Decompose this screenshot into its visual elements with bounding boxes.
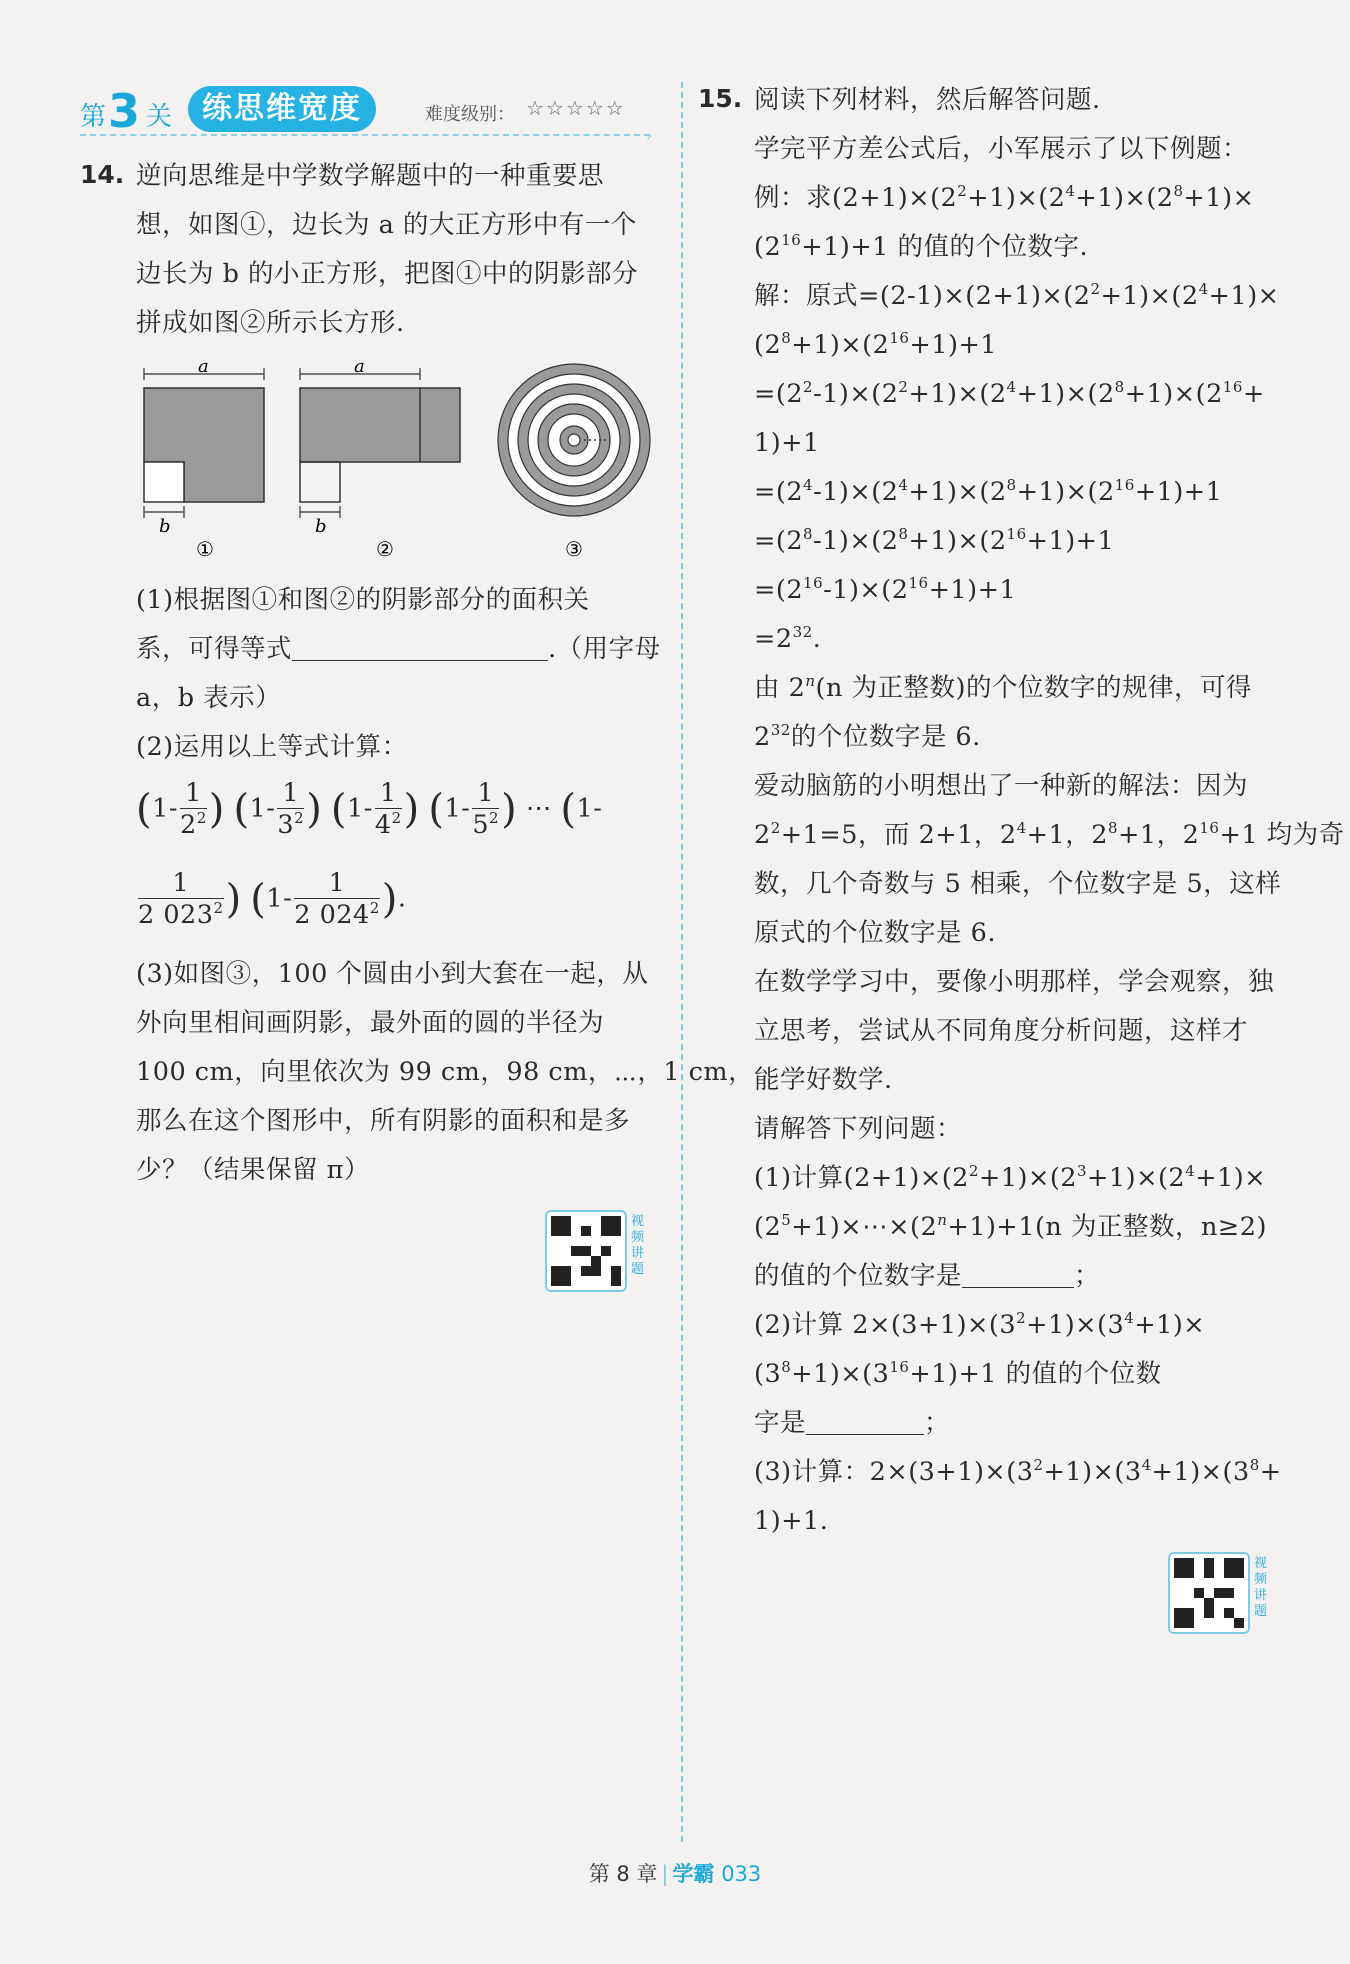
q15-rule-1: 由 2$^n$(n 为正整数)的个位数字的规律，可得: [754, 672, 1252, 703]
q14-answer-blank-1[interactable]: [292, 630, 548, 661]
frac-den: 4: [374, 810, 392, 840]
frac-den: 2 024: [294, 900, 370, 930]
q15-answer-blank-2[interactable]: [806, 1404, 924, 1435]
q15-example-2: $(2^{16}+1)+1$ 的值的个位数字.: [754, 231, 1089, 262]
q14-video-qr[interactable]: [545, 1210, 645, 1292]
q14-p1-text: 系，可得等式: [136, 634, 293, 664]
fig2-rectangle: [300, 388, 460, 462]
q15-part2-line1: (2)计算 $2\times(3+1)\times(3^2+1)\times(3^4+1)\times$: [754, 1309, 1206, 1340]
q15-solution-3: $=(2^2-1)\times(2^2+1)\times(2^4+1)\times(2^8+1)\times(2^{16}+$: [754, 378, 1265, 409]
q15-part3-line1: (3)计算：$2\times(3+1)\times(3^2+1)\times(3^4+1)\times(3^8+$: [754, 1456, 1282, 1487]
q15-part3-line2: 1)+1.: [754, 1506, 829, 1536]
footer-chapter: 第 8 章: [588, 1862, 658, 1886]
q15-part1-line2: $(2^5+1)\times\cdots\times(2^n+1)+1(n$ 为正整数，n≥2): [754, 1211, 1267, 1242]
frac-den: 5: [472, 810, 490, 840]
q14-p3-line: (3)如图③，100 个圆由小到大套在一起，从: [136, 959, 649, 989]
q14-p3-line: 100 cm，向里依次为 99 cm，98 cm，⋯，1 cm，: [136, 1057, 755, 1087]
frac-den: 3: [277, 810, 295, 840]
frac-num: 1: [472, 778, 499, 809]
frac-exp: 2: [213, 899, 224, 917]
qr-code-icon: [1168, 1552, 1250, 1634]
q14-intro: [136, 152, 638, 348]
q15-method-line: 数，几个奇数与 5 相乘，个位数字是 5，这样: [754, 869, 1282, 899]
q14-intro-line: 拼成如图②所示长方形.: [136, 308, 405, 338]
frac-exp: 2: [391, 809, 402, 827]
frac-num: 1: [138, 868, 224, 899]
expr-one-minus: 1-: [347, 793, 373, 824]
q14-p1-line3: a，b 表示）: [136, 683, 282, 713]
q15-video-qr[interactable]: [1168, 1552, 1268, 1634]
q14-p3-line: 外向里相间画阴影，最外面的圆的半径为: [136, 1008, 605, 1038]
frac-num: 1: [180, 778, 207, 809]
q14-part3: [136, 950, 754, 1195]
frac-num: 1: [277, 778, 304, 809]
expr-one-minus: 1-: [576, 793, 603, 824]
frac-exp: 2: [489, 809, 500, 827]
footer-separator: |: [661, 1862, 669, 1886]
q14-figures: [140, 360, 660, 570]
fig1-caption: ①: [196, 537, 214, 561]
expr-one-minus: 1-: [249, 793, 276, 824]
q15-part1-line3: 的值的个位数字是 ；: [754, 1252, 1345, 1301]
figure-2: [300, 360, 460, 561]
q15-solution-1: 解：原式$=(2-1)\times(2+1)\times(2^2+1)\times(2^4+1)\times$: [754, 280, 1280, 311]
frac-den: 2 023: [138, 900, 214, 930]
q15-solution-5: $=(2^4-1)\times(2^4+1)\times(2^8+1)\times(2^{16}+1)+1$: [754, 476, 1223, 507]
q15-method-line: 在数学学习中，要像小明那样，学会观察，独: [754, 967, 1275, 997]
q14-intro-line: 逆向思维是中学数学解题中的一种重要思: [136, 161, 605, 191]
fig2-caption: ②: [376, 537, 394, 561]
page-footer: [0, 1858, 1350, 1888]
qr-tag-text: 视频讲题: [1254, 1556, 1268, 1619]
fig2-outline-square: [300, 462, 340, 502]
q14-p3-line: 少？（结果保留 π）: [136, 1155, 370, 1185]
figure-1: [144, 360, 264, 561]
q15-example-1: 例：求$(2+1)\times(2^2+1)\times(2^4+1)\times(2^8+1)\times$: [754, 182, 1255, 213]
q14-intro-line: 边长为 b 的小正方形，把图①中的阴影部分: [136, 259, 639, 289]
header-suffix: 关: [146, 102, 173, 132]
q15-method-line: 立思考，尝试从不同角度分析问题，这样才: [754, 1016, 1249, 1046]
figure-3: [498, 364, 650, 561]
expr-one-minus: 1-: [266, 883, 293, 914]
q14-parts: [136, 576, 661, 772]
header-arrow-icon: ›: [646, 126, 653, 145]
fig1-label-b: b: [159, 516, 171, 537]
q15-method-line: 原式的个位数字是 6.: [754, 918, 996, 948]
q14-p3-line: 那么在这个图形中，所有阴影的面积和是多: [136, 1106, 631, 1136]
frac-exp: 2: [369, 899, 380, 917]
q15-method-line: 爱动脑筋的小明想出了一种新的解法：因为: [754, 771, 1249, 801]
header-prefix: 第: [80, 102, 107, 132]
q14-p1-note: .（用字母: [548, 634, 661, 664]
frac-num: 1: [294, 868, 380, 899]
q15-solution-8: $=2^{32}$.: [754, 623, 822, 654]
expr-ellipsis: ⋯: [525, 793, 552, 824]
q15-rule-2: $2^{32}$的个位数字是 6.: [754, 721, 981, 752]
qr-code-icon: [545, 1210, 627, 1292]
q14-expression-row2: $\frac{1}{2 023^2}$ ) (1- $\frac{1}{2 024^2}$ ).: [138, 868, 407, 930]
q15-solution-4: 1)+1: [754, 428, 820, 458]
frac-exp: 2: [196, 809, 207, 827]
q15-line: 学完平方差公式后，小军展示了以下例题：: [754, 134, 1249, 164]
q14-number: 14.: [80, 160, 125, 189]
footer-brand: 学霸: [672, 1862, 715, 1886]
fig2-label-a: a: [354, 360, 365, 377]
header-dashed-line: [80, 134, 650, 136]
q15-part2-line3: 字是 ；: [754, 1399, 1345, 1448]
q15-solution-6: $=(2^8-1)\times(2^8+1)\times(2^{16}+1)+1$: [754, 525, 1115, 556]
q15-part2-line2: $(3^8+1)\times(3^{16}+1)+1$ 的值的个位数: [754, 1358, 1162, 1389]
header-level: 3: [108, 84, 141, 138]
fig1-small-square: [144, 462, 184, 502]
fig3-caption: ③: [565, 537, 583, 561]
q15-answer-blank-1[interactable]: [962, 1257, 1074, 1288]
expr-end: .: [397, 883, 407, 914]
fig2-label-b: b: [315, 516, 327, 537]
q15-body: [754, 76, 1345, 1546]
expr-one-minus: 1-: [152, 793, 178, 824]
page-number: 033: [721, 1862, 762, 1886]
section-header: [80, 84, 655, 145]
q15-method-line: 能学好数学.: [754, 1065, 893, 1095]
difficulty-label: 难度级别：: [425, 104, 515, 125]
q14-intro-line: 想，如图①，边长为 a 的大正方形中有一个: [136, 210, 637, 240]
frac-exp: 2: [294, 809, 305, 827]
q15-solution-7: $=(2^{16}-1)\times(2^{16}+1)+1$: [754, 574, 1017, 605]
expr-one-minus: 1-: [444, 793, 471, 824]
q14-p1-line1: (1)根据图①和图②的阴影部分的面积关: [136, 585, 590, 615]
frac-num: 1: [375, 778, 402, 809]
q15-solution-2: $(2^8+1)\times(2^{16}+1)+1$: [754, 329, 998, 360]
q15-part1-line1: (1)计算$(2+1)\times(2^2+1)\times(2^3+1)\times(2^4+1)\times$: [754, 1162, 1267, 1193]
q15-line: 阅读下列材料，然后解答问题.: [754, 85, 1101, 115]
q15-method-line: $2^2+1=5$，而 2+1，$2^4+1$，$2^8+1$，$2^{16}+1$ 均为奇: [754, 819, 1345, 850]
q14-p2-line1: (2)运用以上等式计算：: [136, 732, 408, 762]
qr-tag-text: 视频讲题: [631, 1214, 645, 1277]
fig1-label-a: a: [198, 360, 209, 377]
q15-number: 15.: [698, 84, 743, 113]
q14-p1-line2: [136, 625, 661, 674]
header-title: 练思维宽度: [188, 86, 376, 132]
frac-den: 2: [179, 810, 197, 840]
q15-method-line: 请解答下列问题：: [754, 1114, 963, 1144]
q14-expression-row1: (1- $\frac{1}{2^2}$ ) (1- $\frac{1}{3^2}$ ) (1- $\frac{1}{4^2}$ ) (1- $\frac{1}{5^2}$ ) ⋯ (1-: [136, 778, 603, 840]
difficulty-stars: ☆☆☆☆☆: [526, 96, 626, 120]
